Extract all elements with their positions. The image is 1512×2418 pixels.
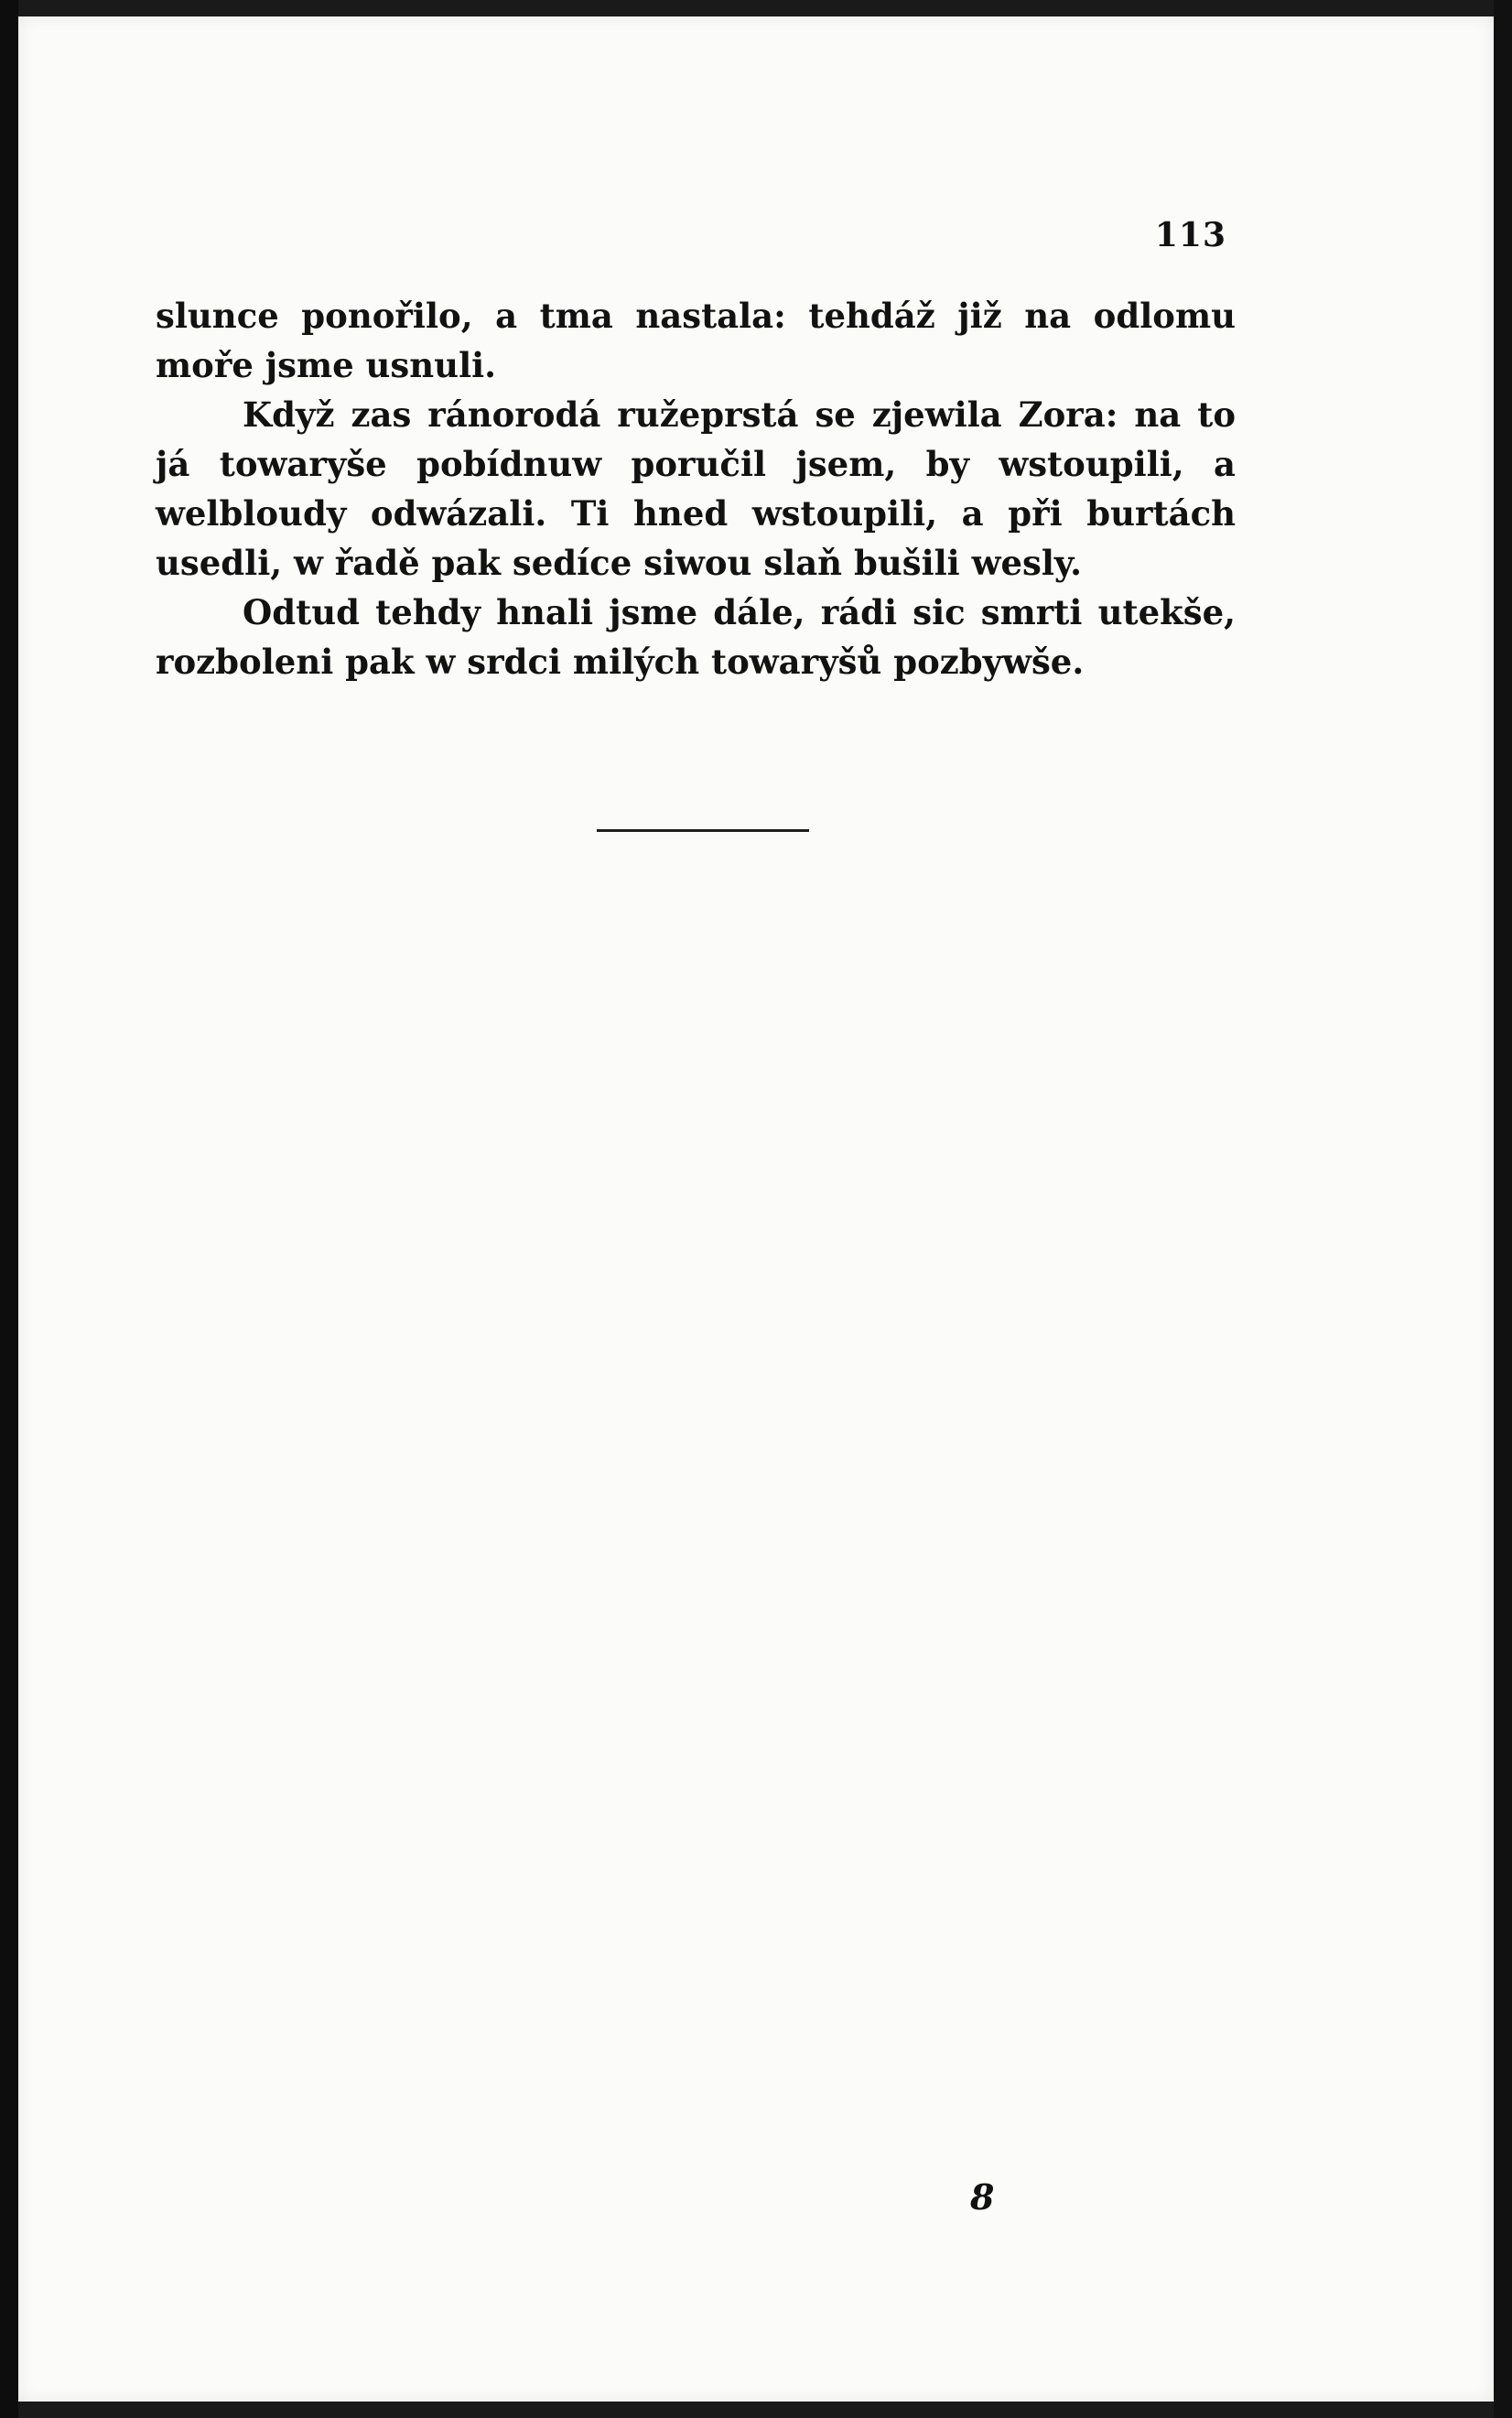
paragraph-3: Odtud tehdy hnali jsme dále, rádi sic smrti utekše, rozboleni pak w srdci milých towaryšů pozbywše. xyxy=(156,592,1236,682)
paragraph-1: slunce ponořilo, a tma nastala: tehdáž již na odlomu moře jsme usnuli. xyxy=(156,296,1236,385)
book-page xyxy=(18,16,1494,2402)
scan-edge-right xyxy=(1494,0,1512,2418)
scan-edge-left xyxy=(0,0,18,2418)
paragraph-2: Když zas ránorodá ružeprstá se zjewila Zora: na to já towaryše pobídnuw poručil jsem, by wstoupili, a welbloudy odwázali. Ti hned wstoupili, a při burtách usedli, w řadě pak sedíce siwou slaň bušili wesly. xyxy=(156,394,1236,583)
section-divider xyxy=(597,829,809,832)
signature-mark: 8 xyxy=(970,2176,995,2218)
page-number: 113 xyxy=(1154,216,1226,254)
main-text xyxy=(156,291,1236,686)
